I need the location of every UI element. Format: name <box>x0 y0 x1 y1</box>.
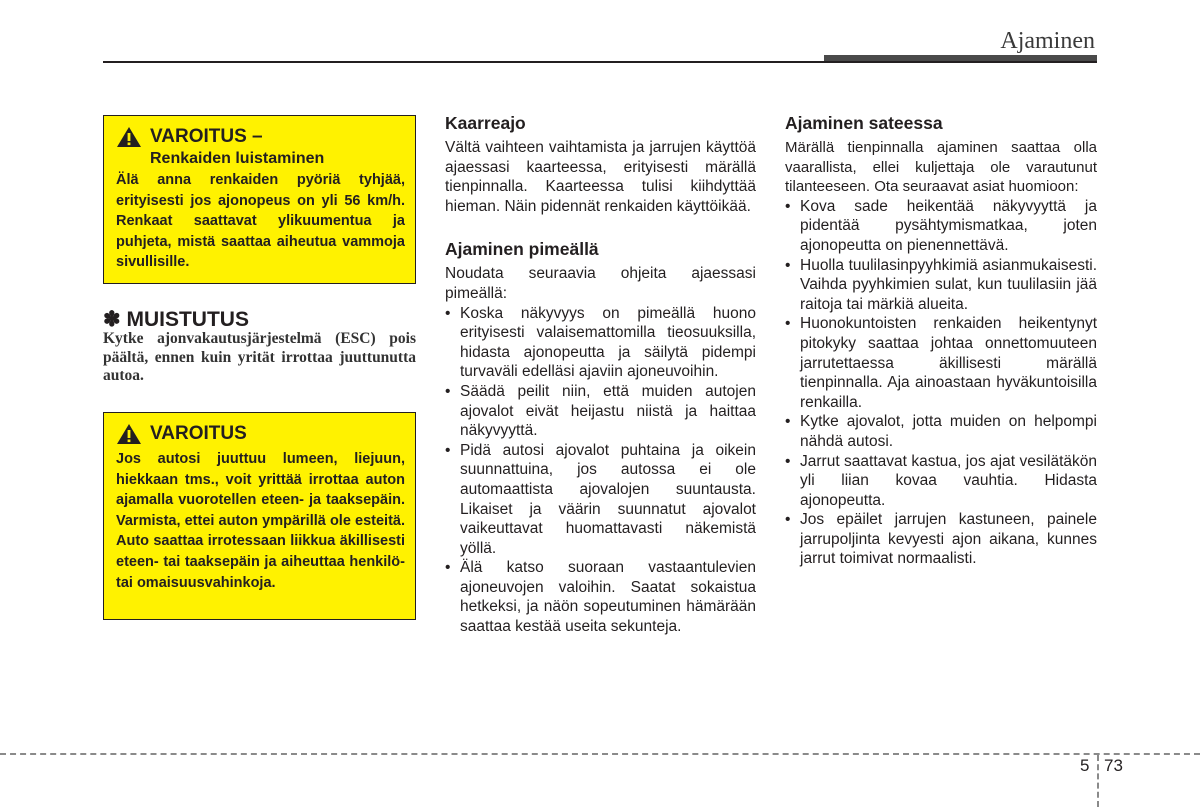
note-body: Kytke ajonvakautusjärjestelmä (ESC) pois päältä, ennen kuin yrität irrottaa juuttunutta autoa. <box>103 330 416 384</box>
pimealla-heading: Ajaminen pimeällä <box>445 239 599 260</box>
middle-column <box>445 112 756 637</box>
asterisk-icon: ✽ <box>103 308 121 331</box>
list-item: • Huonokuntoisten renkaiden heikentynyt pitokyky saattaa johtaa onnettomuuteen jarrutettaessa äkillisesti märällä tienpinnalla. Aja ainoastaan hyväkuntoisilla renkailla. <box>785 314 1097 412</box>
warning-triangle-icon <box>116 423 142 445</box>
footer-vertical-divider <box>1097 755 1099 807</box>
footer-divider <box>0 753 1200 755</box>
warning-box-wheel-spin <box>103 115 416 284</box>
warning-body: Jos autosi juuttuu lumeen, liejuun, hiekkaan tms., voit yrittää irrottaa auton ajamalla vuorotellen eteen- ja taaksepäin. Varmista, ettei auton ympärillä ole esteitä. Auto saattaa irrotessaan liikkua äkillisesti eteen- tai taaksepäin ja aiheuttaa henkilö- tai omaisuusvahinkoja. <box>116 451 405 591</box>
kaarreajo-heading: Kaarreajo <box>445 113 526 133</box>
right-column <box>785 112 1097 569</box>
list-item: • Kova sade heikentää näkyvyyttä ja pidentää pysähtymismatkaa, joten ajonopeutta on pienennettävä. <box>785 197 1097 256</box>
sateessa-intro: Märällä tienpinnalla ajaminen saattaa olla vaarallista, ellei kuljettaja ole varautunut tilanteeseen. Ota seuraavat asiat huomioon: <box>785 139 1097 196</box>
list-item: • Kytke ajovalot, jotta muiden on helpompi nähdä autosi. <box>785 412 1097 451</box>
warning-title: VAROITUS – <box>150 126 263 147</box>
list-item: • Jarrut saattavat kastua, jos ajat vesilätäkön yli liian kovaa vauhtia. Hidasta ajonopeutta. <box>785 452 1097 511</box>
chapter-number: 5 <box>1080 756 1090 775</box>
list-item: • Huolla tuulilasinpyyhkimiä asianmukaisesti. Vaihda pyyhkimien sulat, kun tuulilasiin jää raitoja tai märkiä alueita. <box>785 256 1097 315</box>
warning-heading <box>116 423 405 445</box>
pimealla-list <box>445 304 756 637</box>
list-item: • Säädä peilit niin, että muiden autojen ajovalot eivät heijastu niistä ja haittaa näkyvyyttä. <box>445 382 756 441</box>
warning-body: Älä anna renkaiden pyöriä tyhjää, erityisesti jos ajonopeus on yli 56 km/h. Renkaat saattavat ylikuumentua ja puhjeta, mistä saattaa aiheutua vammoja sivullisille. <box>116 172 405 271</box>
note-title: MUISTUTUS <box>126 308 249 331</box>
warning-title: VAROITUS <box>150 423 247 444</box>
list-item: • Älä katso suoraan vastaantulevien ajoneuvojen valoihin. Saatat sokaistua hetkeksi, ja näön sopeutuminen hämärään saattaa kestää useita sekunteja. <box>445 558 756 636</box>
page-number: 73 <box>1104 756 1123 775</box>
list-item: • Jos epäilet jarrujen kastuneen, painele jarrupoljinta kevyesti ajon aikana, kunnes jarrut toimivat normaalisti. <box>785 510 1097 569</box>
note-heading <box>103 307 249 332</box>
pimealla-intro: Noudata seuraavia ohjeita ajaessasi pimeällä: <box>445 265 756 302</box>
warning-subtitle: Renkaiden luistaminen <box>150 150 325 167</box>
section-title: Ajaminen <box>1000 28 1095 54</box>
list-item: • Koska näkyvyys on pimeällä huono erityisesti valaisemattomilla tieosuuksilla, hidasta ajonopeutta ja säilytä pidempi turvaväli edelläsi ajaviin ajoneuvoihin. <box>445 304 756 382</box>
sateessa-heading: Ajaminen sateessa <box>785 113 943 133</box>
kaarreajo-body: Vältä vaihteen vaihtamista ja jarrujen käyttöä ajaessasi kaarteessa, erityisesti märällä tienpinnalla. Kaarteessa tulisi kiihdyttää hieman. Näin pidennät renkaiden käyttöikää. <box>445 139 756 215</box>
warning-box-stuck-vehicle <box>103 412 416 620</box>
header-rule <box>103 61 1097 63</box>
warning-triangle-icon <box>116 126 142 148</box>
sateessa-list <box>785 197 1097 569</box>
warning-heading <box>116 126 405 148</box>
list-item: • Pidä autosi ajovalot puhtaina ja oikein suunnattuina, jos autossa ei ole automaattista ajovalojen suuntausta. Likaiset ja väärin suunnatut ajovalot vaikeuttavat huomattavasti näkemistä yöllä. <box>445 441 756 559</box>
